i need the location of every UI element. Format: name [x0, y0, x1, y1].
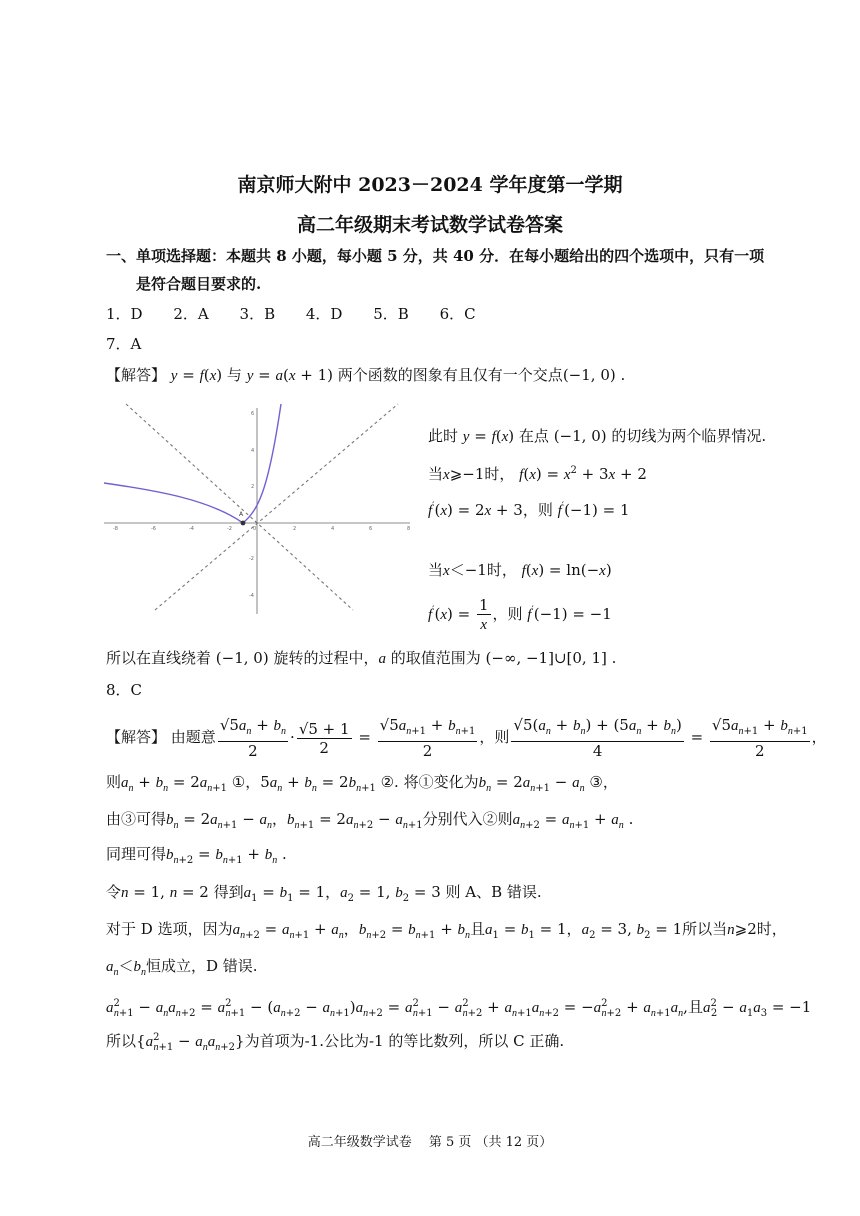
section-heading-line2: 是符合题目要求的.: [136, 275, 262, 293]
x-tick-label: -2: [227, 526, 232, 532]
function-graph: [100, 402, 416, 624]
y-tick-label: 2: [251, 484, 255, 490]
point-label: A: [239, 511, 244, 518]
x-tick-label: 6: [369, 526, 373, 532]
q8-line3: 由③可得$b_n = 2a_{n+1} - a_n$，$b_{n+1} = 2a_{n+2} - a_{n+1}$分别代入②则$a_{n+2} = a_{n+1} + a_n$ .: [106, 810, 634, 831]
q7-conclusion: 所以在直线绕着 (−1, 0) 旋转的过程中，a 的取值范围为 (−∞, −1]∪[0, 1] .: [106, 649, 617, 667]
q7-right-line5: f′(x) = $\frac{1}{x}$ ，则 f′(−1) = −1: [428, 596, 612, 633]
x-tick-label: 8: [407, 526, 411, 532]
y-tick-label: -2: [249, 556, 254, 562]
answer-5: 5．B: [373, 305, 409, 323]
x-tick-label: -6: [151, 526, 156, 532]
q7-right-line1: 此时 y = f(x) 在点 (−1, 0) 的切线为两个临界情况.: [428, 427, 767, 445]
section-heading-line1: 一、单项选择题：本题共 8 小题，每小题 5 分，共 40 分．在每小题给出的四个选项中，只有一项: [106, 247, 765, 265]
q7-solution-line: 【解答】 y = f(x) 与 y = a(x + 1) 两个函数的图象有且仅有一个交点(−1, 0) .: [106, 366, 626, 384]
q7-right-line2: 当x⩾−1时， $f(x) = x^2 + 3x + 2$: [428, 465, 647, 483]
page-title: 南京师大附中 2023－2024 学年度第一学期: [237, 174, 623, 196]
curve-ln-branch: [104, 483, 243, 523]
answer-6: 6．C: [439, 305, 476, 323]
answer-3: 3．B: [239, 305, 276, 323]
intersection-point: [241, 521, 246, 526]
y-tick-label: -4: [249, 593, 254, 599]
q8-solution-line: 【解答】 由题意 $\frac{√5a_n + b_n}{2}$ · $\frac{√5 + 1}{2}$ = $\frac{√5a_{n+1} + b_{n+1}}{2}$ ，则 $\frac{√5(a_n + b_n) + (5a_n + b_n)}{4}$ = $\frac{√5a_{n+1} + b_{n+1}}{2}$ ，: [106, 716, 827, 760]
q8-line6: 对于 D 选项，因为$a_{n+2} = a_{n+1} + a_n$，$b_{n+2} = b_{n+1} + b_n$且$a_1 = b_1 = 1$，$a_2 = 3$, $b_2 = 1$所以当n⩾2时，: [106, 920, 787, 941]
x-tick-label: -4: [189, 526, 194, 532]
x-tick-label: 4: [331, 526, 335, 532]
page-subtitle: 高二年级期末考试数学试卷答案: [296, 214, 563, 236]
x-tick-label: 2: [293, 526, 297, 532]
q8-line9: 所以$\{a^2_{n+1} - a_na_{n+2}\}$为首项为-1.公比为-1 的等比数列，所以 C 正确.: [106, 1032, 565, 1053]
q7-right-line4: 当x＜−1时， f(x) = ln(−x): [428, 561, 612, 579]
tangent-line-slope-minus-one: [126, 404, 353, 610]
q7-label: 7．A: [106, 335, 142, 353]
q8-line5: 令n = 1, n = 2 得到$a_1 = b_1 = 1$，$a_2 = 1$, $b_2 = 3$ 则 A、B 错误.: [106, 883, 542, 904]
q8-label: 8．C: [106, 681, 143, 699]
answers-row: [106, 304, 476, 324]
answer-1: 1．D: [106, 305, 143, 323]
q7-right-line3: f′(x) = 2x + 3，则 f′(−1) = 1: [428, 501, 630, 519]
q8-line4: 同理可得$b_{n+2} = b_{n+1} + b_n$ .: [106, 845, 287, 866]
y-tick-label: 6: [251, 411, 255, 417]
q8-line8: $a^2_{n+1} - a_na_{n+2} = a^2_{n+1} - (a_{n+2} - a_{n+1})a_{n+2} = a^2_{n+1} - a^2_{n+2} + a_{n+1}a_{n+2} = -a^2_{n+2} + a_{n+1}a_n$,且$a^2_2 - a_1a_3 = -1$: [106, 998, 812, 1019]
y-tick-label: 4: [251, 448, 255, 454]
page-footer: 高二年级数学试卷 第 5 页 （共 12 页）: [307, 1135, 553, 1150]
x-tick-label: 0: [253, 526, 257, 532]
answer-4: 4．D: [305, 305, 343, 323]
q8-line7: $a_n<b_n$恒成立，D 错误.: [106, 957, 258, 978]
x-tick-label: -8: [113, 526, 118, 532]
q8-line2: 则$a_n + b_n = 2a_{n+1}$ ①，$5a_n + b_n = 2b_{n+1}$ ②. 将①变化为$b_n = 2a_{n+1} - a_n$ ③，: [106, 773, 618, 794]
answer-2: 2．A: [173, 305, 209, 323]
curve-quadratic-branch: [243, 404, 281, 523]
